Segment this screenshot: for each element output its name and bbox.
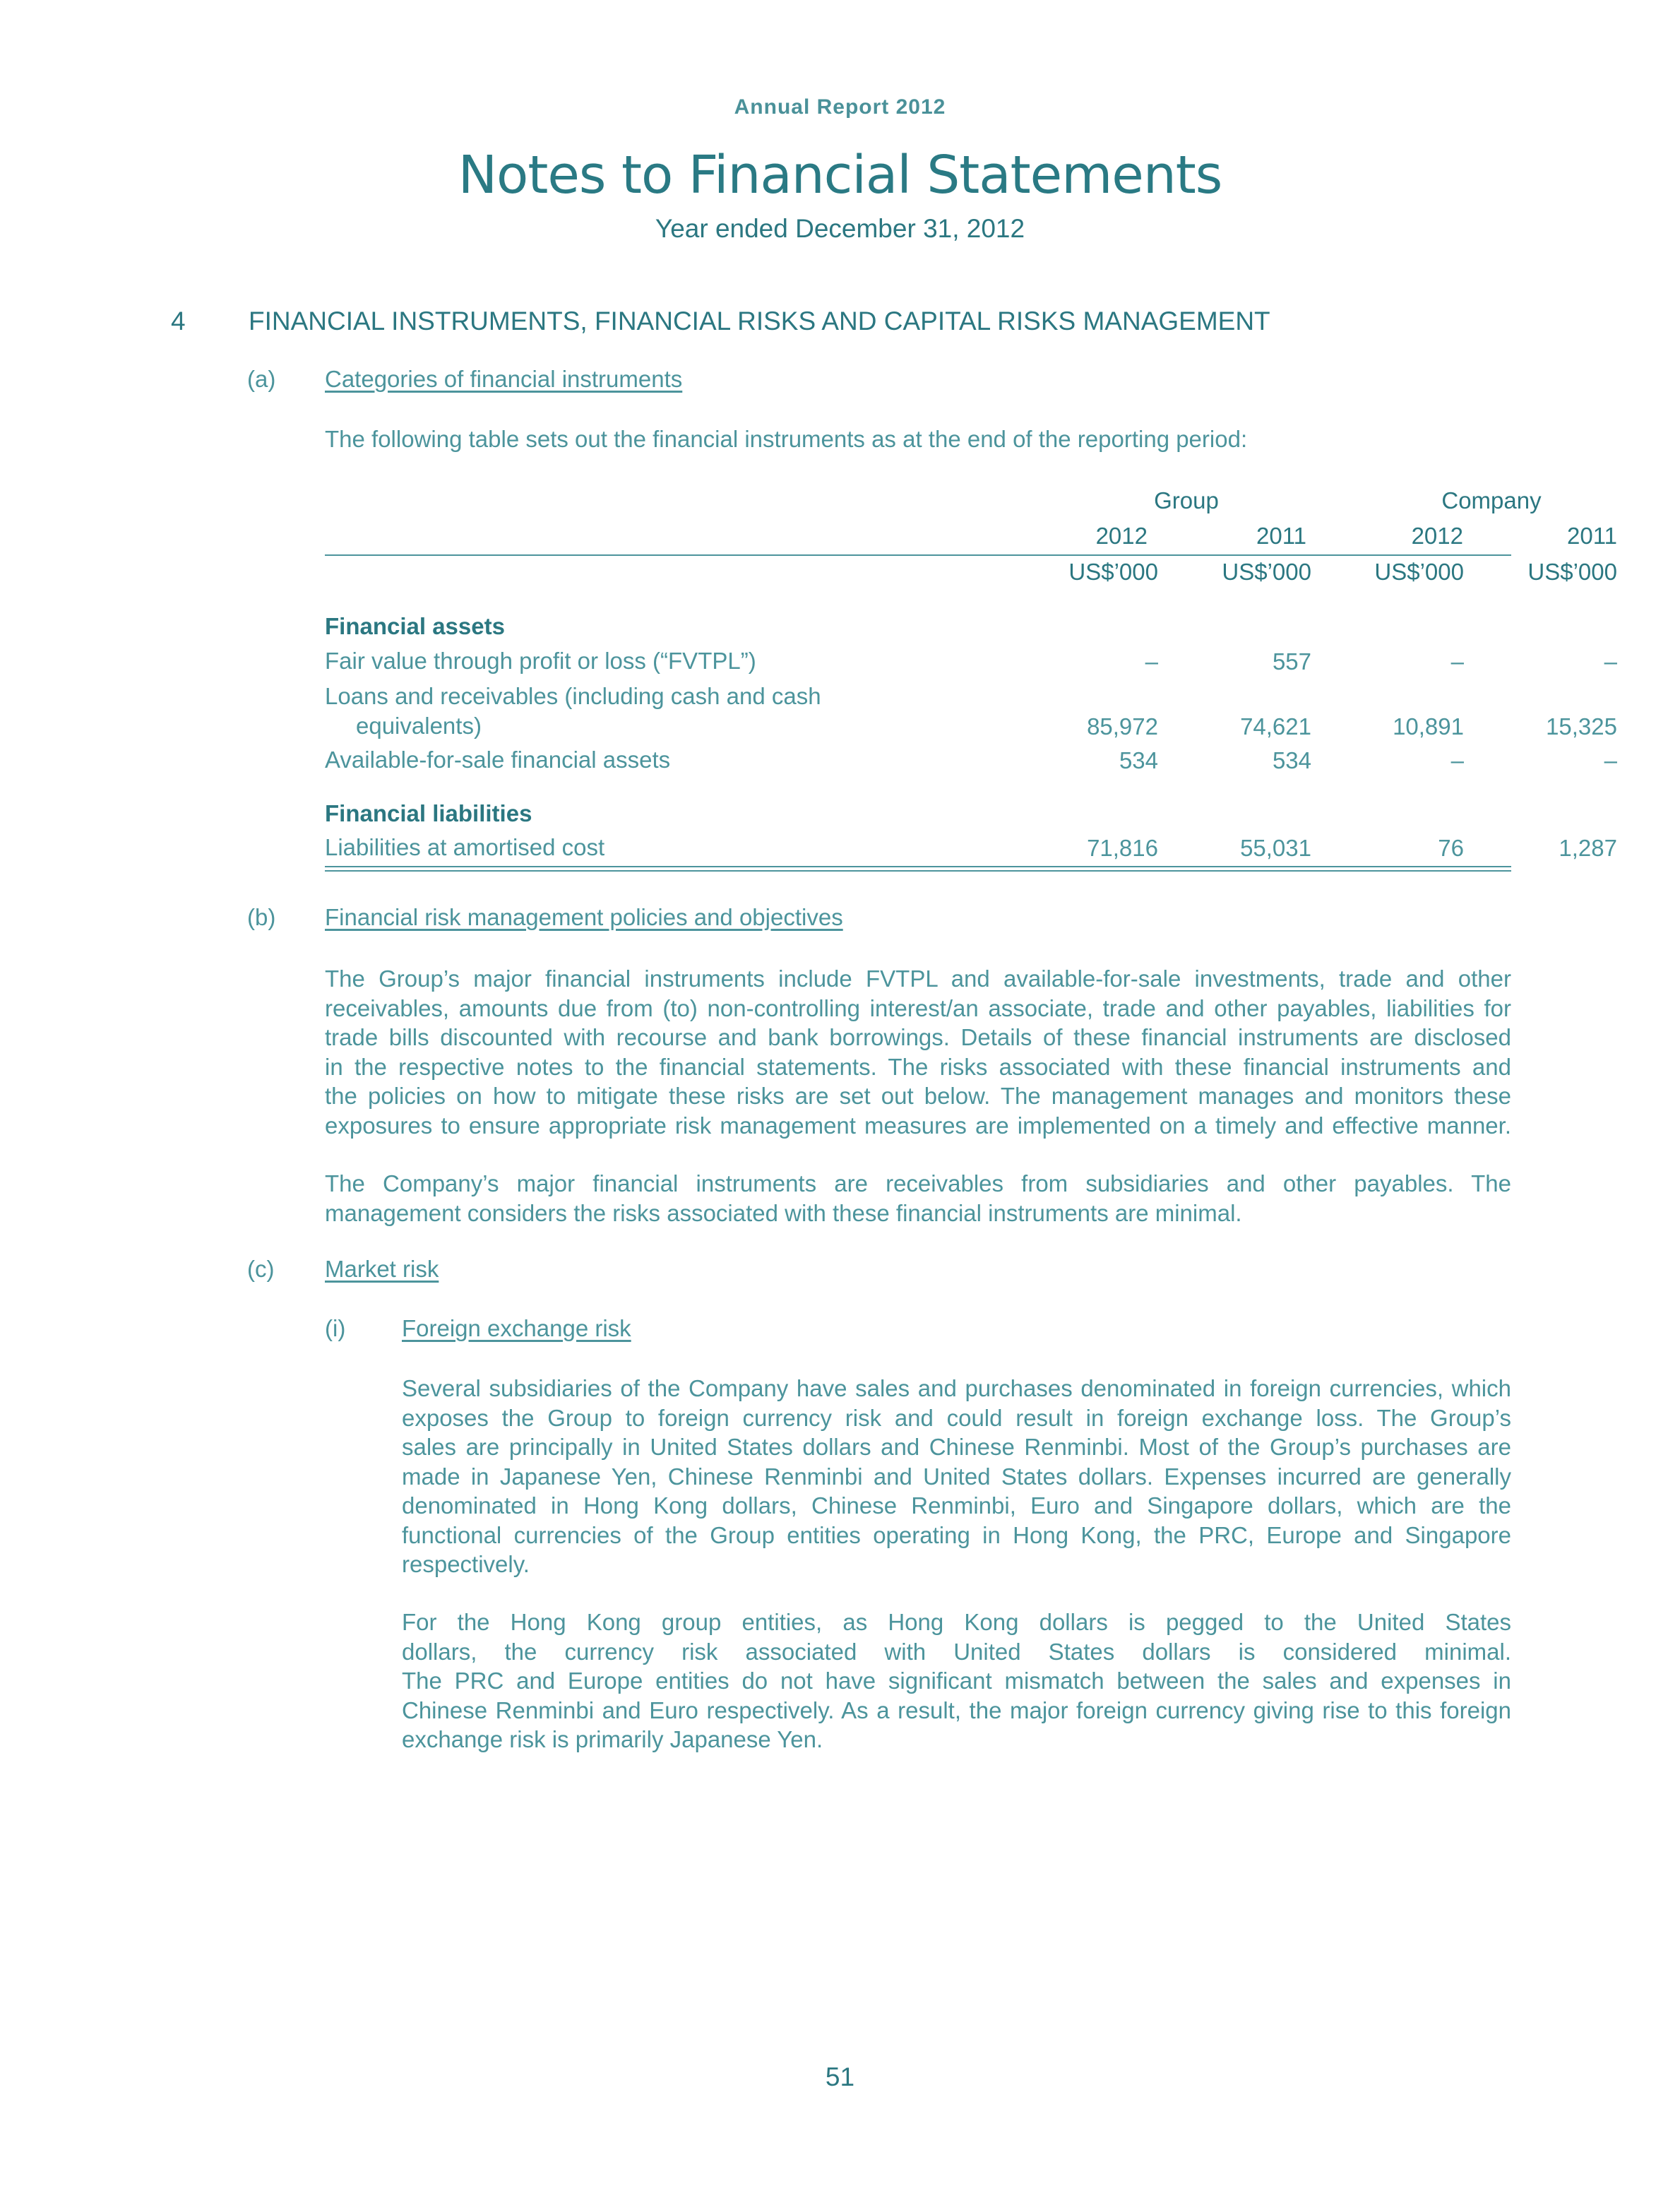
text-line: The PRC and Europe entities do not have significant mismatch between the sales and expenses in xyxy=(402,1668,1511,1694)
subsection-a-title: Categories of financial instruments xyxy=(325,366,683,392)
total-rule-top xyxy=(325,866,1511,867)
page-number: 51 xyxy=(825,2062,855,2091)
table-cell: 557 xyxy=(1272,648,1311,675)
row-label: Fair value through profit or loss (“FVTPL”) xyxy=(325,648,756,674)
row-label: Available-for-sale financial assets xyxy=(325,747,671,773)
foreign-exchange-paragraph xyxy=(402,1374,1511,1579)
text-line: functional currencies of the Group entities operating in Hong Kong, the PRC, Europe and Singapore xyxy=(402,1521,1511,1548)
risk-management-paragraph xyxy=(325,964,1511,1140)
table-cell: 76 xyxy=(1438,835,1464,861)
row-label-continuation: equivalents) xyxy=(356,713,482,739)
year-header: 2012 xyxy=(1411,523,1463,549)
financial-liabilities-heading: Financial liabilities xyxy=(325,800,532,826)
text-line: exchange risk is primarily Japanese Yen. xyxy=(402,1726,823,1752)
table-cell: 534 xyxy=(1272,747,1311,773)
table-cell: 55,031 xyxy=(1240,835,1311,861)
text-line: receivables, amounts due from (to) non-controlling interest/an associate, trade and other payables, liabilities for xyxy=(325,994,1511,1021)
financial-assets-heading: Financial assets xyxy=(325,613,505,639)
subsection-b-title: Financial risk management policies and objectives xyxy=(325,904,843,930)
text-line: trade bills discounted with recourse and bank borrowings. Details of these financial instruments are disclosed xyxy=(325,1024,1511,1050)
table-cell: 10,891 xyxy=(1393,713,1464,739)
section-number: 4 xyxy=(171,307,186,335)
subsection-a-letter: (a) xyxy=(247,366,276,392)
text-line: dollars, the currency risk associated with United States dollars is considered minimal. xyxy=(402,1638,1511,1665)
total-rule-bottom xyxy=(325,870,1511,872)
unit-header: US$’000 xyxy=(1222,559,1311,585)
text-line: denominated in Hong Kong dollars, Chinese Renminbi, Euro and Singapore dollars, which are the xyxy=(402,1492,1511,1519)
unit-header: US$’000 xyxy=(1068,559,1158,585)
unit-header: US$’000 xyxy=(1527,559,1617,585)
section-title: FINANCIAL INSTRUMENTS, FINANCIAL RISKS AND CAPITAL RISKS MANAGEMENT xyxy=(249,307,1270,335)
text-line: sales are principally in United States dollars and Chinese Renminbi. Most of the Group’s purchases are xyxy=(402,1434,1511,1460)
company-header: Company xyxy=(1441,487,1542,513)
text-line: Chinese Renminbi and Euro respectively. As a result, the major foreign currency giving rise to this foreign xyxy=(402,1697,1511,1723)
group-header: Group xyxy=(1154,487,1219,513)
table-cell: 85,972 xyxy=(1087,713,1158,739)
text-line: The Group’s major financial instruments include FVTPL and available-for-sale investments, trade and other xyxy=(325,966,1511,992)
text-line: in the respective notes to the financial statements. The risks associated with these financial instruments and xyxy=(325,1053,1511,1080)
table-cell: 74,621 xyxy=(1240,713,1311,739)
text-line: The Company’s major financial instruments are receivables from subsidiaries and other payables. The xyxy=(325,1170,1511,1196)
page-subtitle: Year ended December 31, 2012 xyxy=(655,214,1025,243)
row-label: Loans and receivables (including cash and cash xyxy=(325,683,821,709)
subsection-c-title: Market risk xyxy=(325,1256,439,1282)
year-header: 2012 xyxy=(1095,523,1148,549)
table-cell: – xyxy=(1604,747,1617,773)
table-cell: – xyxy=(1604,648,1617,675)
company-instruments-paragraph xyxy=(325,1169,1511,1228)
table-cell: – xyxy=(1145,648,1158,675)
table-cell: – xyxy=(1450,747,1464,773)
text-line: management considers the risks associated with these financial instruments are minimal. xyxy=(325,1199,1242,1226)
table-intro: The following table sets out the financial instruments as at the end of the reporting period: xyxy=(325,426,1248,452)
hong-kong-entities-paragraph xyxy=(402,1608,1511,1754)
text-line: Several subsidiaries of the Company have sales and purchases denominated in foreign currencies, which xyxy=(402,1375,1511,1401)
header-rule xyxy=(325,554,1511,556)
table-cell: 1,287 xyxy=(1559,835,1617,861)
text-line: made in Japanese Yen, Chinese Renminbi and United States dollars. Expenses incurred are generally xyxy=(402,1463,1511,1490)
subsection-c-letter: (c) xyxy=(247,1256,275,1282)
table-cell: 71,816 xyxy=(1087,835,1158,861)
subsection-b-letter: (b) xyxy=(247,904,276,930)
text-line: respectively. xyxy=(402,1551,530,1577)
table-cell: – xyxy=(1450,648,1464,675)
row-label: Liabilities at amortised cost xyxy=(325,834,605,860)
year-header: 2011 xyxy=(1256,523,1306,549)
year-header: 2011 xyxy=(1567,523,1617,549)
text-line: exposures to ensure appropriate risk management measures are implemented on a timely and effective manner. xyxy=(325,1112,1511,1139)
text-line: For the Hong Kong group entities, as Hong Kong dollars is pegged to the United States xyxy=(402,1609,1511,1635)
subsection-c-i-title: Foreign exchange risk xyxy=(402,1315,631,1341)
text-line: the policies on how to mitigate these risks are set out below. The management manages and monitors these xyxy=(325,1083,1511,1109)
report-header: Annual Report 2012 xyxy=(734,95,946,119)
text-line: exposes the Group to foreign currency risk and could result in foreign exchange loss. The Group’s xyxy=(402,1404,1511,1431)
table-cell: 534 xyxy=(1119,747,1158,773)
unit-header: US$’000 xyxy=(1374,559,1464,585)
page-title: Notes to Financial Statements xyxy=(458,145,1222,206)
table-cell: 15,325 xyxy=(1546,713,1617,739)
subsection-c-i-numeral: (i) xyxy=(325,1315,346,1341)
